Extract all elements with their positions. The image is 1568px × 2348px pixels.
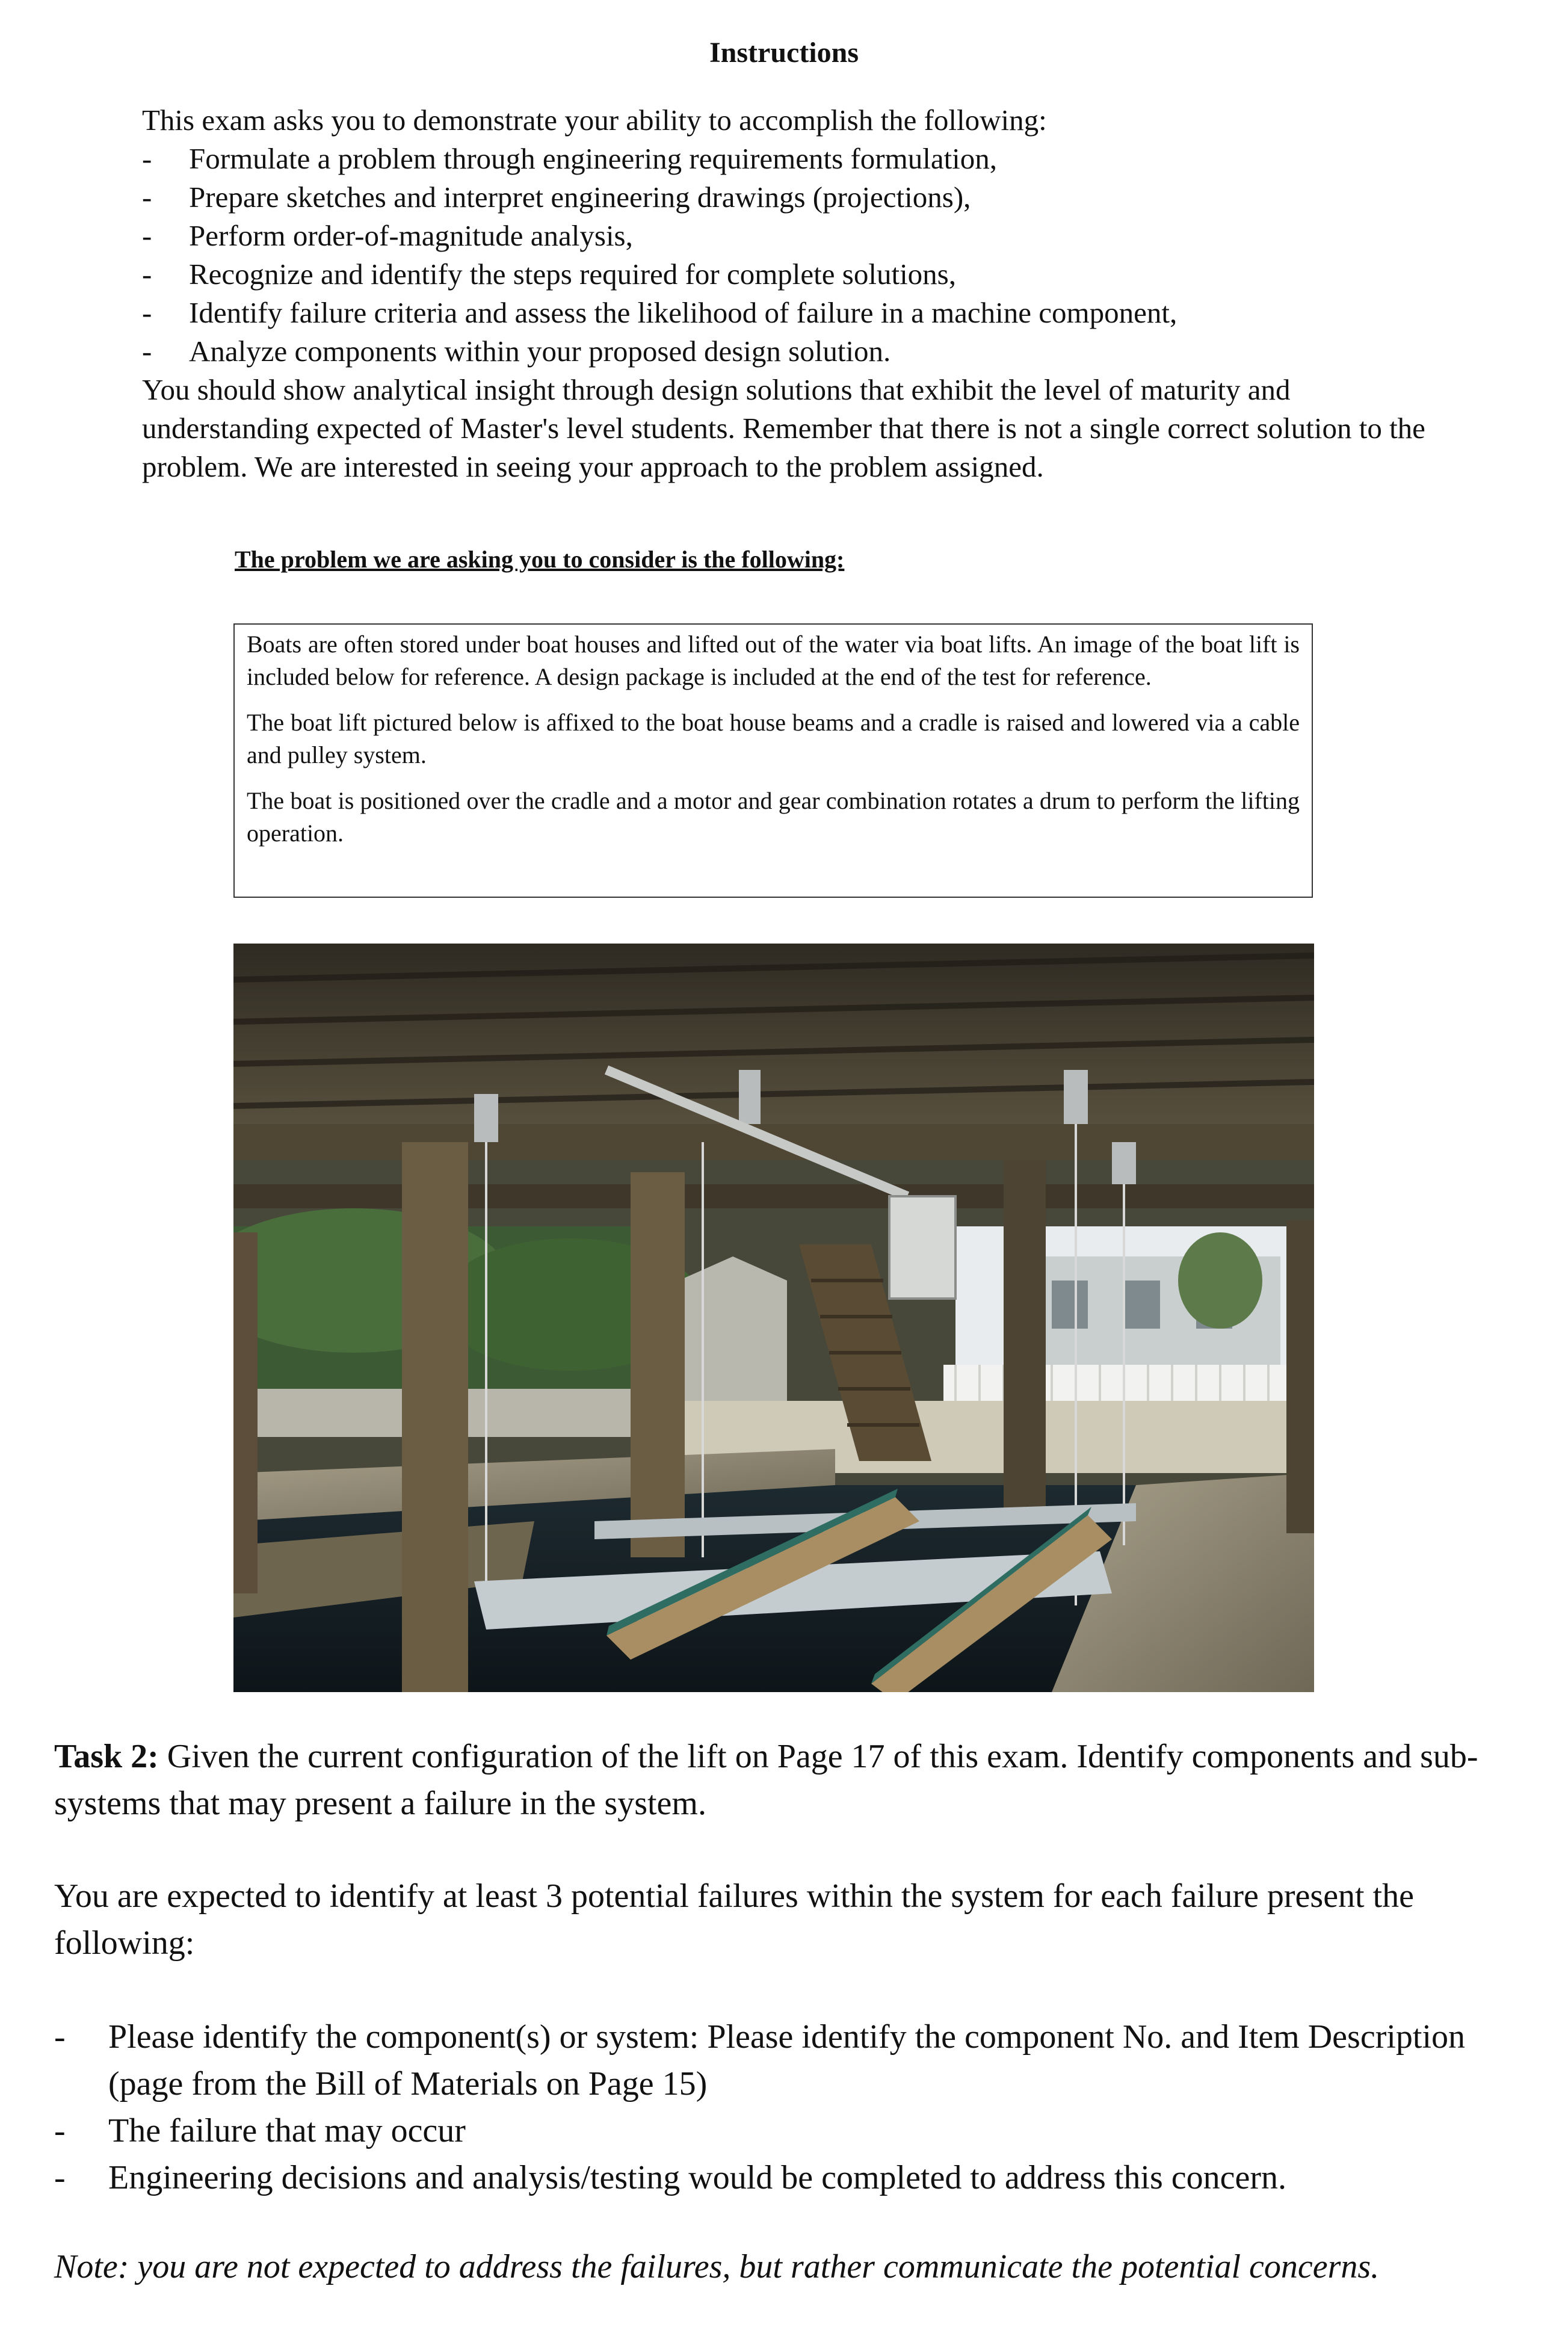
task-item [54,2013,1522,2107]
objectives-list [142,140,1436,371]
dash-marker: - [54,2018,66,2056]
task-item [54,2154,1522,2201]
objective-item [142,255,1436,294]
objective-item [142,332,1436,371]
problem-paragraph: The boat is positioned over the cradle and a motor and gear combination rotates a drum to perform the lifting operation. [247,787,1300,847]
problem-box [233,623,1313,898]
task-item-text: Engineering decisions and analysis/testing would be completed to address this concern. [108,2159,1286,2196]
intro-closing: You should show analytical insight through design solutions that exhibit the level of maturity and understanding expected of Master's level students. Remember that there is not a single correct solution to the problem. We are interested in seeing your approach to the problem assigned. [142,373,1425,483]
task-items-list [54,2013,1522,2201]
objective-text: Formulate a problem through engineering requirements formulation, [189,142,998,175]
task-item-text: Please identify the component(s) or system: Please identify the component No. and Item Description (page from the Bill of Materials on Page 15) [108,2018,1466,2102]
problem-paragraph: The boat lift pictured below is affixed to the boat house beams and a cradle is raised and lowered via a cable and pulley system. [247,709,1300,768]
dash-marker: - [54,2159,66,2196]
task-item-text: The failure that may occur [108,2112,466,2149]
dash-marker: - [54,2112,66,2149]
dash-marker: - [142,335,152,368]
task-label: Task 2: [54,1738,159,1775]
objective-text: Identify failure criteria and assess the likelihood of failure in a machine component, [189,296,1178,329]
objective-item [142,217,1436,255]
dash-marker: - [142,219,152,252]
dash-marker: - [142,142,152,175]
page-title: Instructions [709,37,859,69]
task-statement [54,1733,1522,1827]
dash-marker: - [142,296,152,329]
objective-item [142,294,1436,332]
task-section [54,1733,1522,2290]
dash-marker: - [142,181,152,214]
problem-heading: The problem we are asking you to consider is the following: [235,546,845,573]
objective-text: Prepare sketches and interpret engineering drawings (projections), [189,181,971,214]
dash-marker: - [142,258,152,291]
task-item [54,2107,1522,2154]
intro-section [142,101,1436,486]
objective-text: Recognize and identify the steps required for complete solutions, [189,258,957,291]
task-note: Note: you are not expected to address the failures, but rather communicate the potential concerns. [54,2248,1380,2285]
objective-item [142,140,1436,178]
task-statement-text: Given the current configuration of the lift on Page 17 of this exam. Identify components and sub-systems that may present a failure in the system. [54,1738,1478,1822]
objective-text: Analyze components within your proposed design solution. [189,335,891,368]
objective-text: Perform order-of-magnitude analysis, [189,219,633,252]
problem-paragraph: Boats are often stored under boat houses and lifted out of the water via boat lifts. An image of the boat lift is included below for reference. A design package is included at the end of the test for reference. [247,631,1300,690]
intro-lead: This exam asks you to demonstrate your ability to accomplish the following: [142,103,1047,137]
task-expectation: You are expected to identify at least 3 potential failures within the system for each failure present the following: [54,1877,1415,1962]
boat-lift-illustration [233,944,1314,1692]
objective-item [142,178,1436,217]
boat-lift-photo [233,944,1314,1692]
